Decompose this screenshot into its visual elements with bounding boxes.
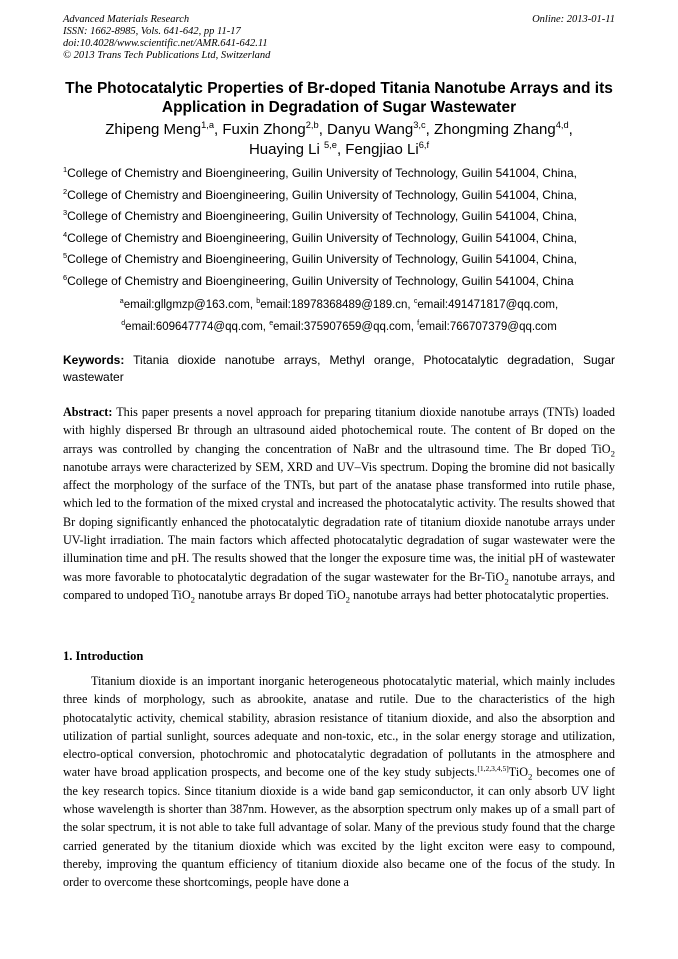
author-affiliation-mark: 3,c — [413, 120, 426, 130]
email-line — [40, 316, 638, 338]
intro-text: Titanium dioxide is an important inorganic heterogeneous photocatalytic material, which mainly includes three kinds of morphology, such as abrookite, anatase and rutile. Due to the characteristics of the high photocatalytic activity, chemical stability, abrasion resistance of titanium dioxide, and also the absorption and utilization of partial sunlight, sources adequate and non-toxic, etc., in the solar energy storage and utilization, electro-optical conversion, photochromic and photocatalytic degradation of pollutants in the atmosphere and water have broad application prospects, and become one of the key study subjects. — [63, 674, 615, 780]
author-affiliation-mark: 2,b — [305, 120, 319, 130]
affiliation-text: College of Chemistry and Bioengineering, Guilin University of Technology, Guilin 541004, China, — [67, 166, 577, 180]
author-name: Danyu Wang — [327, 121, 414, 138]
author-name: Fuxin Zhong — [222, 121, 306, 138]
affiliation-line — [63, 249, 623, 271]
affiliation-number: 6 — [63, 272, 68, 282]
citation-ref: [1,2,3,4,5] — [477, 764, 509, 774]
subscript: 2 — [190, 594, 196, 605]
subscript: 2 — [528, 771, 533, 782]
affiliation-text: College of Chemistry and Bioengineering, Guilin University of Technology, Guilin 541004, China, — [67, 209, 577, 224]
affiliation-number: 2 — [63, 186, 68, 196]
abstract-label: Abstract: — [63, 405, 113, 419]
email-letter: c — [413, 297, 418, 306]
subscript: 2 — [504, 576, 509, 587]
abstract-text: nanotube arrays, and compared to undoped TiO — [63, 569, 615, 602]
author-affiliation-mark: 4,d — [555, 120, 569, 130]
affiliation-line — [63, 163, 623, 185]
journal-copyright: © 2013 Trans Tech Publications Ltd, Switzerland — [63, 50, 271, 61]
affiliation-line — [63, 206, 623, 228]
email-address: email:491471817@qq.com, — [417, 299, 559, 311]
journal-doi: doi:10.4028/www.scientific.net/AMR.641-642.11 — [63, 38, 268, 49]
intro-text: becomes one of the key research topics. Since titanium dioxide is a wide band gap semiconductor, it can only absorb UV light whose wavelength is shorter than 387nm. However, as the absorption spectrum only makes up of a small part of the solar spectrum, it is not able to take full advantage of solar. Many of the previous study found that the charge carried generated by the titanium dioxide which was excited by the light exciton were easy to compound, thereby, improving the quantum efficiency of titanium dioxide also became one of the focus of the study. In order to overcome these shortcomings, people have done a — [63, 765, 616, 890]
affiliation-line — [63, 185, 623, 207]
section-heading: 1. Introduction — [63, 649, 144, 663]
affiliation-text: College of Chemistry and Bioengineering, Guilin University of Technology, Guilin 541004, China, — [67, 252, 577, 267]
abstract-text: nanotube arrays had better photocatalytic properties. — [350, 587, 609, 602]
journal-issn: ISSN: 1662-8985, Vols. 641-642, pp 11-17 — [63, 26, 241, 37]
paper-title: The Photocatalytic Properties of Br-doped Titania Nanotube Arrays and its Application in Degradation of Sugar Wastewater — [65, 80, 613, 116]
online-date: Online: 2013-01-11 — [532, 14, 615, 25]
abstract-text: This paper presents a novel approach for preparing titanium dioxide nanotube arrays (TNTs) loaded with highly dispersed Br through an ultrasound aided photochemical route. The content of Br doped on the arrays was controlled by changing the concentration of NaBr and the ultrasound time. The Br doped TiO — [63, 405, 615, 456]
author-affiliation-mark: 1,a — [201, 120, 215, 130]
affiliation-list — [63, 163, 623, 293]
email-address: email:375907659@qq.com, — [273, 321, 418, 333]
author-name: Huaying Li — [248, 141, 325, 158]
affiliation-line — [63, 271, 623, 293]
affiliation-number: 5 — [63, 251, 68, 261]
abstract — [63, 403, 615, 604]
subscript: 2 — [345, 594, 351, 605]
keywords-label: Keywords: — [63, 353, 125, 367]
affiliation-text: College of Chemistry and Bioengineering, Guilin University of Technology, Guilin 541004, China, — [67, 230, 577, 245]
email-address: email:766707379@qq.com — [419, 321, 557, 333]
email-address: email:609647774@qq.com, — [125, 321, 270, 333]
journal-header — [63, 14, 615, 62]
email-letter: b — [256, 297, 261, 306]
affiliation-line — [63, 228, 623, 250]
email-list — [40, 294, 638, 338]
author-name: Fengjiao Li — [345, 141, 419, 158]
keywords-text: Titania dioxide nanotube arrays, Methyl orange, Photocatalytic degradation, Sugar wastewater — [63, 353, 615, 384]
affiliation-text: College of Chemistry and Bioengineering, Guilin University of Technology, Guilin 541004, China, — [67, 187, 577, 202]
author-name: Zhongming Zhang — [433, 121, 556, 138]
author-affiliation-mark: 6,f — [418, 140, 430, 150]
journal-name: Advanced Materials Research — [63, 14, 190, 25]
author-name: Zhipeng Meng — [105, 121, 202, 138]
email-letter: a — [119, 297, 124, 306]
email-address: email:gllgmzp@163.com, — [123, 299, 257, 311]
email-address: email:18978368489@189.cn, — [260, 299, 414, 311]
affiliation-number: 4 — [63, 229, 68, 239]
abstract-text: nanotube arrays Br doped TiO — [195, 587, 346, 602]
affiliation-text: College of Chemistry and Bioengineering, Guilin University of Technology, Guilin 541004, China — [67, 273, 574, 288]
keywords — [63, 352, 615, 386]
subscript: 2 — [610, 448, 615, 459]
author-affiliation-mark: 5,e — [324, 140, 337, 150]
email-letter: e — [269, 319, 274, 328]
intro-text: TiO — [508, 765, 529, 780]
author-list: Zhipeng Meng$^{1,a}$, Fuxin Zhong$^{2,b}$, Danyu Wang$^{3,c}$, Zhongming Zhang$^{4,d}$, Huaying Li $^{5,e}$, Fengjiao Li$^{6,f}$ — [105, 120, 573, 158]
email-letter: f — [417, 319, 420, 328]
email-letter: d — [121, 319, 126, 328]
email-line — [40, 294, 638, 316]
affiliation-number: 1 — [63, 165, 68, 174]
affiliation-number: 3 — [63, 208, 68, 218]
abstract-text: nanotube arrays were characterized by SEM, XRD and UV–Vis spectrum. Doping the bromine did not basically affect the morphology of the surface of the TNTs, but part of the anatase phase transformed into rutile phase, which led to the formation of the mixed crystal and increased the photocatalytic activity. The results showed that Br doping significantly enhanced the photocatalytic degradation rate of titanium dioxide nanotube arrays under UV-light irradiation. The main factors which affected photocatalytic degradation of sugar wastewater were the illumination time and pH. The results showed that the longer the exposure time was, the initial pH of wastewater was more favorable to photocatalytic degradation of the sugar wastewater for the Br-TiO — [63, 459, 615, 584]
introduction-paragraph — [63, 672, 615, 892]
